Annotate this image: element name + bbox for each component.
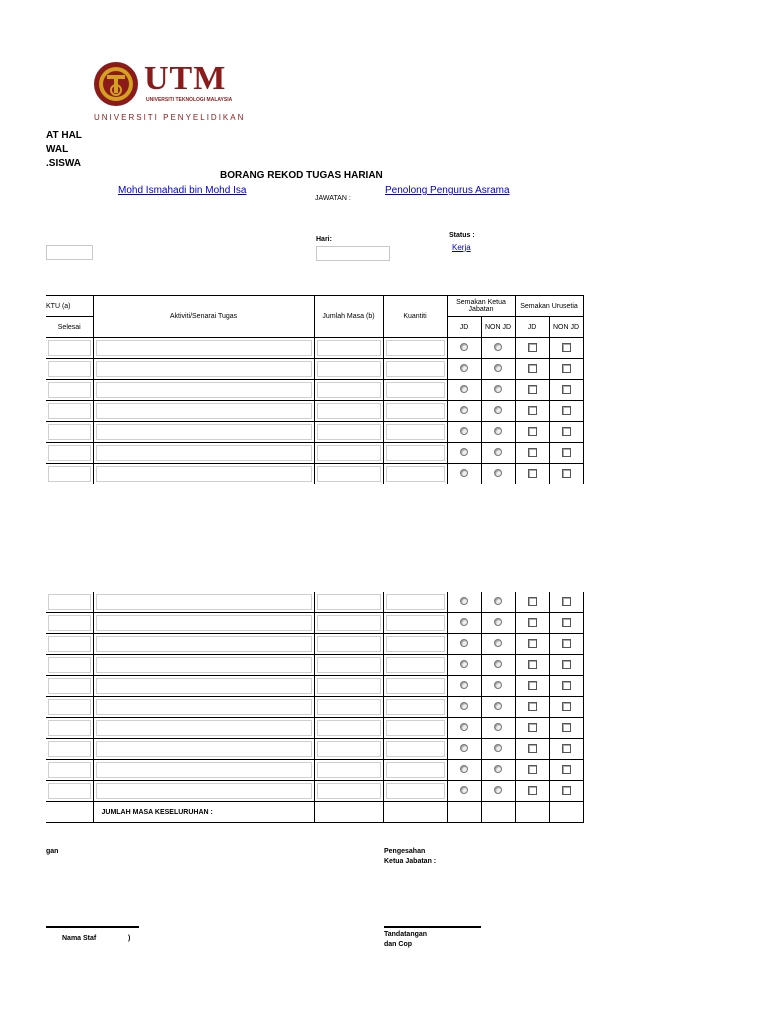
kuantiti-field[interactable] [386, 361, 445, 377]
jumlah-masa-field[interactable] [317, 445, 381, 461]
jd-checkbox[interactable] [528, 364, 537, 373]
jumlah-masa-field[interactable] [317, 361, 381, 377]
staff-signature-line [46, 926, 139, 928]
nonjd-checkbox[interactable] [562, 702, 571, 711]
selesai-field[interactable] [48, 361, 91, 377]
nonjd-radio[interactable] [494, 597, 502, 605]
task-row [46, 443, 583, 464]
jd-radio[interactable] [460, 385, 468, 393]
col-jd2-header: JD [515, 317, 549, 338]
logo-tagline: UNIVERSITI PENYELIDIKAN [94, 113, 246, 122]
task-row [46, 634, 583, 655]
selesai-field[interactable] [48, 678, 91, 694]
nonjd-radio[interactable] [494, 406, 502, 414]
col-selesai-header: Selesai [46, 317, 93, 338]
jd-checkbox[interactable] [528, 469, 537, 478]
kuantiti-field[interactable] [386, 615, 445, 631]
aktiviti-field[interactable] [96, 741, 312, 757]
nonjd-checkbox[interactable] [562, 406, 571, 415]
nonjd-checkbox[interactable] [562, 765, 571, 774]
nonjd-radio[interactable] [494, 469, 502, 477]
jumlah-masa-field[interactable] [317, 594, 381, 610]
logo-name: UTM [144, 60, 227, 97]
pengesahan-label: Pengesahan [384, 848, 426, 855]
selesai-field[interactable] [48, 636, 91, 652]
status-value[interactable]: Kerja [452, 243, 471, 252]
nonjd-checkbox[interactable] [562, 723, 571, 732]
aktiviti-field[interactable] [96, 340, 312, 356]
task-row [46, 338, 583, 359]
nonjd-radio[interactable] [494, 639, 502, 647]
ketua-signature-line [384, 926, 481, 928]
nonjd-checkbox[interactable] [562, 448, 571, 457]
jumlah-masa-field[interactable] [317, 699, 381, 715]
staff-name[interactable]: Mohd Ismahadi bin Mohd Isa [118, 185, 247, 196]
aktiviti-field[interactable] [96, 445, 312, 461]
nonjd-radio[interactable] [494, 786, 502, 794]
jd-radio[interactable] [460, 469, 468, 477]
selesai-field[interactable] [48, 657, 91, 673]
selesai-field[interactable] [48, 699, 91, 715]
aktiviti-field[interactable] [96, 699, 312, 715]
nonjd-checkbox[interactable] [562, 786, 571, 795]
jumlah-masa-field[interactable] [317, 783, 381, 799]
task-row [46, 739, 583, 760]
nonjd-checkbox[interactable] [562, 427, 571, 436]
kuantiti-field[interactable] [386, 466, 445, 482]
aktiviti-field[interactable] [96, 466, 312, 482]
nonjd-radio[interactable] [494, 364, 502, 372]
jd-checkbox[interactable] [528, 702, 537, 711]
jd-checkbox[interactable] [528, 343, 537, 352]
status-label: Status : [449, 232, 475, 239]
kuantiti-field[interactable] [386, 678, 445, 694]
task-row [46, 676, 583, 697]
nonjd-checkbox[interactable] [562, 364, 571, 373]
nama-staf-paren: ) [128, 935, 131, 942]
task-row [46, 422, 583, 443]
jumlah-masa-field[interactable] [317, 678, 381, 694]
selesai-field[interactable] [48, 403, 91, 419]
jd-checkbox[interactable] [528, 765, 537, 774]
jd-radio[interactable] [460, 786, 468, 794]
aktiviti-field[interactable] [96, 594, 312, 610]
task-row [46, 592, 583, 613]
jumlah-masa-field[interactable] [317, 720, 381, 736]
tandatangan-label: Tandatangan [384, 931, 428, 938]
jd-checkbox[interactable] [528, 427, 537, 436]
jd-checkbox[interactable] [528, 660, 537, 669]
dan-cop-label: dan Cop [384, 941, 412, 948]
jd-radio[interactable] [460, 406, 468, 414]
aktiviti-field[interactable] [96, 762, 312, 778]
kuantiti-field[interactable] [386, 445, 445, 461]
jd-radio[interactable] [460, 765, 468, 773]
jd-radio[interactable] [460, 448, 468, 456]
jd-radio[interactable] [460, 427, 468, 435]
col-kuantiti-header: Kuantiti [383, 296, 447, 338]
jd-radio[interactable] [460, 618, 468, 626]
task-row [46, 760, 583, 781]
nonjd-checkbox[interactable] [562, 469, 571, 478]
jumlah-masa-field[interactable] [317, 382, 381, 398]
task-table-bottom [46, 592, 584, 823]
col-nonjd2-header: NON JD [549, 317, 583, 338]
kuantiti-field[interactable] [386, 720, 445, 736]
aktiviti-field[interactable] [96, 720, 312, 736]
aktiviti-field[interactable] [96, 424, 312, 440]
date-field[interactable] [46, 245, 93, 260]
jd-radio[interactable] [460, 744, 468, 752]
selesai-field[interactable] [48, 594, 91, 610]
jumlah-masa-field[interactable] [317, 636, 381, 652]
nonjd-radio[interactable] [494, 618, 502, 626]
nama-staf-label: Nama Staf [62, 935, 97, 942]
left-heading-2: WAL [46, 144, 69, 155]
jumlah-masa-field[interactable] [317, 340, 381, 356]
jd-checkbox[interactable] [528, 385, 537, 394]
selesai-field[interactable] [48, 741, 91, 757]
aktiviti-field[interactable] [96, 636, 312, 652]
nonjd-radio[interactable] [494, 427, 502, 435]
selesai-field[interactable] [48, 382, 91, 398]
nonjd-checkbox[interactable] [562, 660, 571, 669]
jawatan-label: JAWATAN : [315, 195, 351, 202]
jumlah-masa-field[interactable] [317, 615, 381, 631]
kuantiti-field[interactable] [386, 762, 445, 778]
aktiviti-field[interactable] [96, 678, 312, 694]
task-row [46, 613, 583, 634]
task-table-top [46, 295, 584, 484]
nonjd-radio[interactable] [494, 723, 502, 731]
logo-subname: UNIVERSITI TEKNOLOGI MALAYSIA [146, 97, 233, 103]
jd-checkbox[interactable] [528, 723, 537, 732]
aktiviti-field[interactable] [96, 361, 312, 377]
col-nonjd-header: NON JD [481, 317, 515, 338]
jd-checkbox[interactable] [528, 406, 537, 415]
kuantiti-field[interactable] [386, 741, 445, 757]
nonjd-radio[interactable] [494, 744, 502, 752]
jumlah-masa-field[interactable] [317, 403, 381, 419]
selesai-field[interactable] [48, 340, 91, 356]
task-row [46, 359, 583, 380]
selesai-field[interactable] [48, 720, 91, 736]
kuantiti-field[interactable] [386, 424, 445, 440]
nonjd-checkbox[interactable] [562, 385, 571, 394]
hari-label: Hari: [316, 236, 332, 243]
task-row [46, 380, 583, 401]
footer-left-label: gan [46, 848, 59, 855]
selesai-field[interactable] [48, 466, 91, 482]
jd-checkbox[interactable] [528, 744, 537, 753]
left-heading-1: AT HAL [46, 130, 82, 141]
aktiviti-field[interactable] [96, 615, 312, 631]
jumlah-masa-field[interactable] [317, 741, 381, 757]
kuantiti-field[interactable] [386, 657, 445, 673]
nonjd-radio[interactable] [494, 385, 502, 393]
jd-radio[interactable] [460, 639, 468, 647]
col-jd-header: JD [447, 317, 481, 338]
jd-radio[interactable] [460, 681, 468, 689]
jd-checkbox[interactable] [528, 448, 537, 457]
jawatan-value[interactable]: Penolong Pengurus Asrama [385, 185, 510, 196]
nonjd-checkbox[interactable] [562, 343, 571, 352]
nonjd-checkbox[interactable] [562, 618, 571, 627]
nonjd-radio[interactable] [494, 660, 502, 668]
jumlah-masa-field[interactable] [317, 762, 381, 778]
col-semakan-ketua-header: Semakan Ketua Jabatan [447, 296, 515, 317]
nonjd-radio[interactable] [494, 343, 502, 351]
jd-checkbox[interactable] [528, 618, 537, 627]
jd-checkbox[interactable] [528, 786, 537, 795]
task-row [46, 781, 583, 802]
task-row [46, 718, 583, 739]
form-title: BORANG REKOD TUGAS HARIAN [220, 170, 383, 181]
kuantiti-field[interactable] [386, 783, 445, 799]
jd-radio[interactable] [460, 343, 468, 351]
kuantiti-field[interactable] [386, 340, 445, 356]
selesai-field[interactable] [48, 424, 91, 440]
selesai-field[interactable] [48, 445, 91, 461]
jd-radio[interactable] [460, 660, 468, 668]
jumlah-masa-field[interactable] [317, 424, 381, 440]
jumlah-masa-field[interactable] [317, 466, 381, 482]
nonjd-checkbox[interactable] [562, 681, 571, 690]
ketua-jabatan-label: Ketua Jabatan : [384, 858, 437, 865]
jd-radio[interactable] [460, 597, 468, 605]
kuantiti-field[interactable] [386, 699, 445, 715]
selesai-field[interactable] [48, 615, 91, 631]
jumlah-masa-field[interactable] [317, 657, 381, 673]
task-row [46, 655, 583, 676]
nonjd-checkbox[interactable] [562, 639, 571, 648]
nonjd-checkbox[interactable] [562, 597, 571, 606]
task-row [46, 401, 583, 422]
col-jumlah-header: Jumlah Masa (b) [314, 296, 383, 338]
aktiviti-field[interactable] [96, 403, 312, 419]
task-rows-bottom [46, 592, 583, 802]
nonjd-radio[interactable] [494, 702, 502, 710]
selesai-field[interactable] [48, 783, 91, 799]
nonjd-checkbox[interactable] [562, 744, 571, 753]
jd-checkbox[interactable] [528, 639, 537, 648]
hari-field[interactable] [316, 246, 390, 261]
total-label: JUMLAH MASA KESELURUHAN : [93, 802, 314, 823]
jd-checkbox[interactable] [528, 597, 537, 606]
aktiviti-field[interactable] [96, 657, 312, 673]
kuantiti-field[interactable] [386, 594, 445, 610]
col-waktu-header: KTU (a) [46, 296, 93, 317]
total-field[interactable] [314, 802, 383, 823]
selesai-field[interactable] [48, 762, 91, 778]
jd-radio[interactable] [460, 364, 468, 372]
left-heading-3: .SISWA [46, 158, 82, 169]
jd-checkbox[interactable] [528, 681, 537, 690]
col-aktiviti-header: Aktiviti/Senarai Tugas [93, 296, 314, 338]
aktiviti-field[interactable] [96, 382, 312, 398]
task-row [46, 464, 583, 485]
task-row [46, 697, 583, 718]
nonjd-radio[interactable] [494, 765, 502, 773]
kuantiti-field[interactable] [386, 382, 445, 398]
jd-radio[interactable] [460, 723, 468, 731]
jd-radio[interactable] [460, 702, 468, 710]
nonjd-radio[interactable] [494, 681, 502, 689]
col-semakan-urusetia-header: Semakan Urusetia [515, 296, 583, 317]
kuantiti-field[interactable] [386, 636, 445, 652]
task-rows-top [46, 338, 583, 485]
kuantiti-field[interactable] [386, 403, 445, 419]
nonjd-radio[interactable] [494, 448, 502, 456]
aktiviti-field[interactable] [96, 783, 312, 799]
